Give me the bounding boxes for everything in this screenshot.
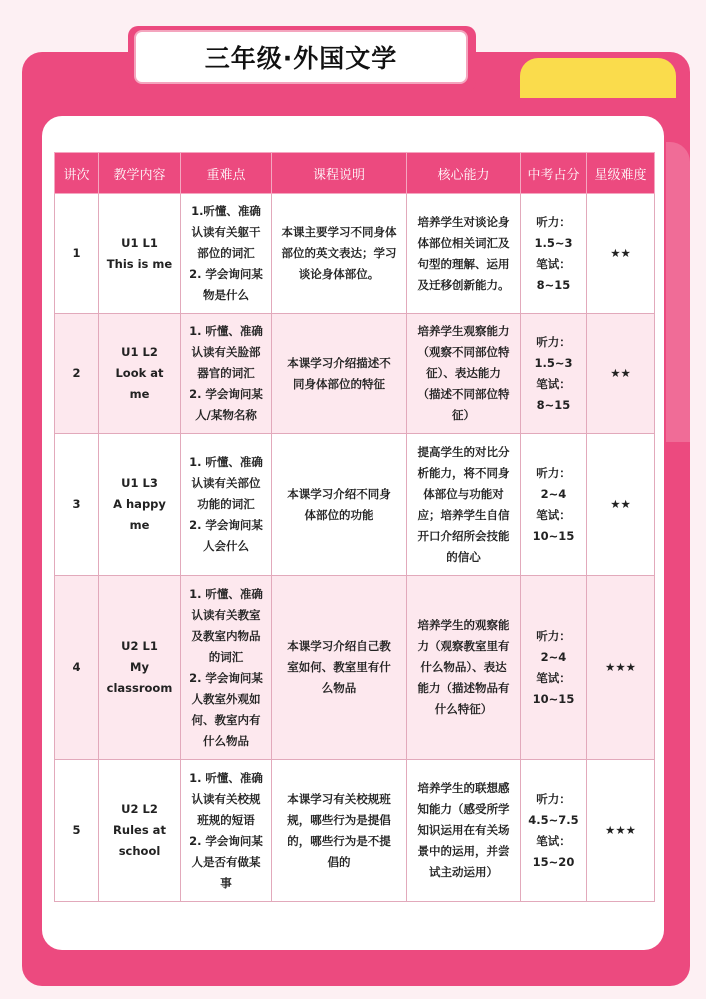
description: 本课学习介绍描述不 同身体部位的特征 [272,314,407,434]
exam-score: 听力： 1.5~3 笔试： 8~15 [521,194,587,314]
header-difficulty: 星级难度 [587,153,655,194]
header-description: 课程说明 [272,153,407,194]
lesson-no: 1 [55,194,99,314]
table-row [55,314,655,434]
title-box [134,30,468,84]
key-points: 1. 听懂、准确 认读有关脸部 器官的词汇 2. 学会询问某 人/某物名称 [181,314,272,434]
difficulty-stars: ★★ [587,314,655,434]
header-core-ability: 核心能力 [407,153,521,194]
page-title: 三年级·外国文学 [204,44,398,73]
header-exam-score: 中考占分 [521,153,587,194]
description: 本课学习有关校规班 规，哪些行为是提倡 的，哪些行为是不提 倡的 [272,760,407,902]
description: 本课学习介绍不同身 体部位的功能 [272,434,407,576]
core-ability: 培养学生的联想感 知能力（感受所学 知识运用在有关场 景中的运用，并尝 试主动运用） [407,760,521,902]
exam-score: 听力： 4.5~7.5 笔试： 15~20 [521,760,587,902]
header-content: 教学内容 [99,153,181,194]
key-points: 1. 听懂、准确 认读有关部位 功能的词汇 2. 学会询问某 人会什么 [181,434,272,576]
key-points: 1. 听懂、准确 认读有关校规 班规的短语 2. 学会询问某 人是否有做某 事 [181,760,272,902]
difficulty-stars: ★★★ [587,760,655,902]
lesson-no: 3 [55,434,99,576]
lesson-no: 2 [55,314,99,434]
table-row [55,434,655,576]
yellow-tab-decoration [520,58,676,98]
difficulty-stars: ★★ [587,194,655,314]
course-table [54,152,655,902]
key-points: 1. 听懂、准确 认读有关教室 及教室内物品 的词汇 2. 学会询问某 人教室外观如 何、教室内有 什么物品 [181,576,272,760]
difficulty-stars: ★★ [587,434,655,576]
header-key-points: 重难点 [181,153,272,194]
lesson-content: U2 L2 Rules at school [99,760,181,902]
key-points: 1.听懂、准确 认读有关躯干 部位的词汇 2. 学会询问某 物是什么 [181,194,272,314]
description: 本课主要学习不同身体 部位的英文表达；学习 谈论身体部位。 [272,194,407,314]
core-ability: 提高学生的对比分 析能力，将不同身 体部位与功能对 应；培养学生自信 开口介绍所会技能 的信心 [407,434,521,576]
description: 本课学习介绍自己教 室如何、教室里有什 么物品 [272,576,407,760]
lesson-no: 5 [55,760,99,902]
lesson-content: U1 L1 This is me [99,194,181,314]
core-ability: 培养学生对谈论身 体部位相关词汇及 句型的理解、运用 及迁移创新能力。 [407,194,521,314]
table-header-row [55,153,655,194]
table-row [55,194,655,314]
core-ability: 培养学生观察能力 （观察不同部位特 征）、表达能力 （描述不同部位特 征） [407,314,521,434]
exam-score: 听力： 2~4 笔试： 10~15 [521,576,587,760]
table-row [55,760,655,902]
lesson-content: U1 L3 A happy me [99,434,181,576]
exam-score: 听力： 1.5~3 笔试： 8~15 [521,314,587,434]
lesson-content: U1 L2 Look at me [99,314,181,434]
table-row [55,576,655,760]
lesson-content: U2 L1 My classroom [99,576,181,760]
header-lesson-no: 讲次 [55,153,99,194]
frame-shade [666,142,690,442]
core-ability: 培养学生的观察能 力（观察教室里有 什么物品）、表达 能力（描述物品有 什么特征） [407,576,521,760]
lesson-no: 4 [55,576,99,760]
exam-score: 听力： 2~4 笔试： 10~15 [521,434,587,576]
difficulty-stars: ★★★ [587,576,655,760]
